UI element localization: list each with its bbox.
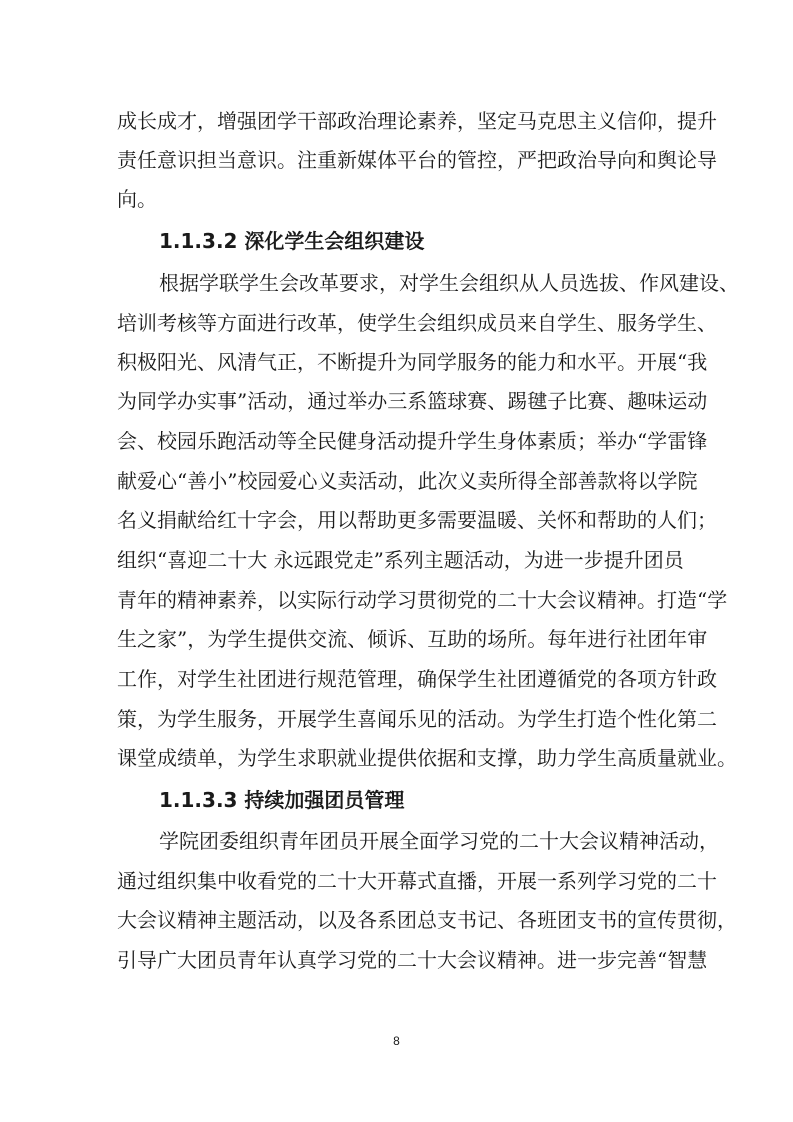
paragraph-line: 根据学联学生会改革要求，对学生会组织从人员选拔、作风建设、 xyxy=(159,271,739,295)
paragraph-line: 生之家”，为学生提供交流、倾诉、互助的场所。每年进行社团年审 xyxy=(117,627,708,651)
paragraph-line: 为同学办实事”活动，通过举办三系篮球赛、踢毽子比赛、趣味运动 xyxy=(117,389,708,413)
paragraph-line: 组织“喜迎二十大 永远跟党走”系列主题活动，为进一步提升团员 xyxy=(117,548,684,572)
paragraph-line: 课堂成绩单，为学生求职就业提供依据和支撑，助力学生高质量就业。 xyxy=(117,746,737,770)
paragraph-line: 学院团委组织青年团员开展全面学习党的二十大会议精神活动， xyxy=(159,829,719,853)
paragraph-line: 成长成才，增强团学干部政治理论素养，坚定马克思主义信仰，提升 xyxy=(117,109,717,133)
page-number: 8 xyxy=(393,1034,400,1048)
paragraph-line: 通过组织集中收看党的二十大开幕式直播，开展一系列学习党的二十 xyxy=(117,869,717,893)
paragraph-line: 培训考核等方面进行改革，使学生会组织成员来自学生、服务学生、 xyxy=(117,311,717,335)
paragraph-line: 会、校园乐跑活动等全民健身活动提升学生身体素质；举办“学雷锋 xyxy=(117,429,708,453)
paragraph-line: 责任意识担当意识。注重新媒体平台的管控，严把政治导向和舆论导 xyxy=(117,148,717,172)
paragraph-line: 向。 xyxy=(117,187,157,211)
paragraph-line: 工作，对学生社团进行规范管理，确保学生社团遵循党的各项方针政 xyxy=(117,667,717,691)
paragraph-line: 献爱心“善小”校园爱心义卖活动，此次义卖所得全部善款将以学院 xyxy=(117,469,698,493)
paragraph-line: 大会议精神主题活动，以及各系团总支书记、各班团支书的宣传贯彻， xyxy=(117,908,737,932)
paragraph-line: 积极阳光、风清气正，不断提升为同学服务的能力和水平。开展“我 xyxy=(117,350,708,374)
paragraph-line: 引导广大团员青年认真学习党的二十大会议精神。进一步完善“智慧 xyxy=(117,948,708,972)
section-heading: 1.1.3.3 持续加强团员管理 xyxy=(159,788,405,812)
paragraph-line: 青年的精神素养，以实际行动学习贯彻党的二十大会议精神。打造“学 xyxy=(117,588,728,612)
paragraph-line: 名义捐献给红十字会，用以帮助更多需要温暖、关怀和帮助的人们； xyxy=(117,508,717,532)
section-heading: 1.1.3.2 深化学生会组织建设 xyxy=(159,229,425,253)
paragraph-line: 策，为学生服务，开展学生喜闻乐见的活动。为学生打造个性化第二 xyxy=(117,707,717,731)
